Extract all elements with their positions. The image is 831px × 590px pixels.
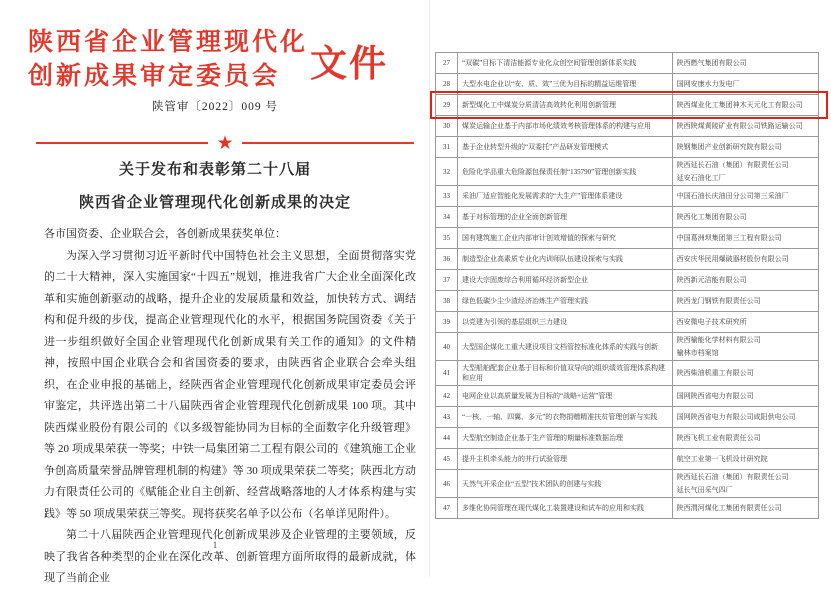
letterhead-org-name bbox=[28, 26, 308, 94]
table-row bbox=[436, 498, 819, 519]
row-achievement: 基于对标管理的企业全面创新管理 bbox=[458, 207, 673, 228]
row-company-line2: 延安石油化工厂 bbox=[676, 174, 726, 182]
row-achievement: 大型国企煤化工重大建设项目文档管控标准化体系的实践与创新 bbox=[458, 333, 673, 361]
row-number: 42 bbox=[436, 386, 458, 407]
row-number: 30 bbox=[436, 116, 458, 137]
document-title bbox=[0, 158, 430, 212]
body-paragraph-2: 第二十八届陕西企业管理现代化创新成果涉及企业管理的主要领域，反映了我省各种类型的企业在深化改革、创新管理方面所取得的最新成就，体现了当前企业 bbox=[44, 529, 416, 584]
table-row bbox=[436, 249, 819, 270]
table-row bbox=[436, 428, 819, 449]
table-row bbox=[436, 470, 819, 498]
row-number: 41 bbox=[436, 361, 458, 386]
row-company: 陕西柴油机重工有限公司 bbox=[672, 361, 818, 386]
table-row bbox=[436, 270, 819, 291]
row-company: 中国石油长庆油田分公司第三采油厂 bbox=[672, 186, 818, 207]
row-company: 陕西燃气集团有限公司 bbox=[672, 53, 818, 74]
row-number: 39 bbox=[436, 312, 458, 333]
letterhead-org-line1: 陕西省企业管理现代化 bbox=[28, 29, 309, 56]
row-achievement: 大型船舶配套企业基于目标和价值双导向的组织绩效管理体系构建和应用 bbox=[458, 361, 673, 386]
row-achievement: 采油厂适应智能化发展需求的“大生产”管理体系建设 bbox=[458, 186, 673, 207]
award-list-page bbox=[430, 0, 831, 577]
star-divider bbox=[36, 132, 414, 154]
table-row bbox=[436, 186, 819, 207]
document-body bbox=[44, 224, 416, 590]
document-title-line2: 陕西省企业管理现代化创新成果的决定 bbox=[78, 195, 351, 211]
row-achievement: “一核、一轴、四翼、多元”的衣物捐赠精准扶贫管理创新与实践 bbox=[458, 407, 673, 428]
table-row bbox=[436, 137, 819, 158]
row-company: 国网陕西省电力有限公司 bbox=[672, 386, 818, 407]
table-row bbox=[436, 407, 819, 428]
row-number: 32 bbox=[436, 158, 458, 186]
row-achievement: 危险化学品重大危险源包保责任制“135790”管理创新实践 bbox=[458, 158, 673, 186]
row-company: 陕西龙门钢铁有限责任公司 bbox=[672, 291, 818, 312]
row-company: 航空工业第一飞机设计研究院 bbox=[672, 449, 818, 470]
row-achievement: 基于企业转型升级的“双委托”产品研发管理模式 bbox=[458, 137, 673, 158]
row-number: 35 bbox=[436, 228, 458, 249]
row-achievement: 建设大宗固废综合利用循环经济新型企业 bbox=[458, 270, 673, 291]
row-company: 陕西煤业化工集团神木天元化工有限公司 bbox=[672, 95, 818, 116]
row-number: 46 bbox=[436, 470, 458, 498]
row-number: 47 bbox=[436, 498, 458, 519]
row-achievement: 多维化协同管理在现代煤化工装置建设和试车的应用和实践 bbox=[458, 498, 673, 519]
award-results-table bbox=[435, 52, 819, 519]
table-row bbox=[436, 207, 819, 228]
row-company: 陕西化工集团有限公司 bbox=[672, 207, 818, 228]
letterhead bbox=[28, 26, 418, 94]
row-number: 28 bbox=[436, 74, 458, 95]
row-company: 西安庆华民用爆破器材股份有限公司 bbox=[672, 249, 818, 270]
table-row bbox=[436, 291, 819, 312]
row-achievement: “双碳”目标下清洁能源专业化众创空间管理创新体系实践 bbox=[458, 53, 673, 74]
row-company: 西安微电子技术研究所 bbox=[672, 312, 818, 333]
star-icon: ★ bbox=[216, 132, 234, 154]
row-achievement: 煤炭运输企业基于内部市场化绩效考核管理体系的构建与应用 bbox=[458, 116, 673, 137]
results-table-body bbox=[436, 53, 819, 519]
row-company-line2: 榆林市档案馆 bbox=[676, 349, 719, 357]
row-achievement: 电网企业以高质量发展为目标的“战略+运营”管理 bbox=[458, 386, 673, 407]
letterhead-org-line2: 创新成果审定委员会 bbox=[28, 63, 281, 90]
row-company: 陕西榆能化学材料有限公司 榆林市档案馆 bbox=[672, 333, 818, 361]
row-achievement: 大型水电企业以“安、质、效”三优为目标的精益运维管理 bbox=[458, 74, 673, 95]
row-company: 国网安康水力发电厂 bbox=[672, 74, 818, 95]
row-company: 陕西延长石油（集团）有限责任公司 延长气田采气四厂 bbox=[672, 470, 818, 498]
row-number: 38 bbox=[436, 291, 458, 312]
row-achievement: 制造型企业高素质专业化内训师队伍建设探索与实践 bbox=[458, 249, 673, 270]
salutation: 各市国资委、企业联合会，各创新成果获奖单位： bbox=[44, 228, 286, 240]
row-company: 中国葛洲坝集团第三工程有限公司 bbox=[672, 228, 818, 249]
row-number: 33 bbox=[436, 186, 458, 207]
row-number: 43 bbox=[436, 407, 458, 428]
table-row bbox=[436, 158, 819, 186]
row-number: 40 bbox=[436, 333, 458, 361]
table-row bbox=[436, 312, 819, 333]
row-achievement: 天然气开采企业“五型”技术团队的创建与实践 bbox=[458, 470, 673, 498]
table-row-highlighted bbox=[436, 95, 819, 116]
row-company: 陕西新元洁能有限公司 bbox=[672, 270, 818, 291]
row-company: 陕钢集团产业创新研究院有限公司 bbox=[672, 137, 818, 158]
table-row bbox=[436, 361, 819, 386]
table-row bbox=[436, 228, 819, 249]
row-achievement: 新型煤化工中煤炭分质清洁高效转化利用创新管理 bbox=[458, 95, 673, 116]
letterhead-doc-type: 文件 bbox=[310, 44, 389, 85]
table-row bbox=[436, 116, 819, 137]
table-row bbox=[436, 53, 819, 74]
row-number: 34 bbox=[436, 207, 458, 228]
row-number: 36 bbox=[436, 249, 458, 270]
row-company-line2: 延长气田采气四厂 bbox=[676, 486, 733, 494]
row-company: 陕西陕煤黄陵矿业有限公司铁路运输公司 bbox=[672, 116, 818, 137]
divider-line-right bbox=[242, 142, 414, 144]
row-number: 44 bbox=[436, 428, 458, 449]
row-number: 29 bbox=[436, 95, 458, 116]
row-achievement: 大型航空制造企业基于生产管理的期量标准数据治理 bbox=[458, 428, 673, 449]
row-achievement: 以党建为引领的基层组织三力建设 bbox=[458, 312, 673, 333]
document-number: 陕管审〔2022〕009 号 bbox=[151, 101, 279, 113]
body-paragraph-1: 为深入学习贯彻习近平新时代中国特色社会主义思想，全面贯彻落实党的二十大精神，深入实施国家“十四五”规划，推进我省广大企业全面深化改革和实施创新驱动的战略，提升企业的发展质量和效益，加快转方式、调结构和促升级的步伐，提高企业管理现代化的水平，根据国务院国资委《关于进一步组织做好全国企业管理现代化创新成果有关工作的通知》的文件精神，按照中国企业联合会和省国资委的要求，由陕西省企业联合会牵头组织，在企业申报的基础上，经陕西省企业管理现代化创新成果审定委员会评审鉴定，共评选出第二十八届陕西省企业管理现代化创新成果 100 项。其中陕西煤业股份有限公司的《以多级智能协同为目标的全面数字化升级管理》等 20 项成果荣获一等奖；中铁一局集团第二工程有限公司的《建筑施工企业争创高质量荣誉品牌管理机制的构建》等 30 项成果荣获二等奖；陕西北方动力有限责任公司的《赋能企业自主创新、经营战略落地的人才体系构建与实践》等 50 项成果荣获三等奖。现将获奖名单予以公布（名单详见附件）。 bbox=[44, 249, 416, 520]
row-achievement: 国有建筑施工企业内部审计创效增值的探索与研究 bbox=[458, 228, 673, 249]
row-number: 45 bbox=[436, 449, 458, 470]
table-row bbox=[436, 333, 819, 361]
table-row bbox=[436, 449, 819, 470]
table-row bbox=[436, 74, 819, 95]
divider-line-left bbox=[36, 142, 208, 144]
row-company: 国网陕西省电力有限公司咸阳供电公司 bbox=[672, 407, 818, 428]
row-achievement: 提升主机牵头能力的并行试验管理 bbox=[458, 449, 673, 470]
row-company: 陕西延长石油（集团）有限责任公司 延安石油化工厂 bbox=[672, 158, 818, 186]
page-number: 1 bbox=[212, 540, 218, 550]
document-title-line1: 关于发布和表彰第二十八届 bbox=[118, 162, 311, 178]
row-number: 27 bbox=[436, 53, 458, 74]
row-company: 陕西渭河煤化工集团有限责任公司 bbox=[672, 498, 818, 519]
row-number: 31 bbox=[436, 137, 458, 158]
row-achievement: 绿色低碳少尘少渣经济冶炼生产管理实践 bbox=[458, 291, 673, 312]
row-number: 37 bbox=[436, 270, 458, 291]
table-row bbox=[436, 386, 819, 407]
row-company: 陕西飞机工业有限责任公司 bbox=[672, 428, 818, 449]
